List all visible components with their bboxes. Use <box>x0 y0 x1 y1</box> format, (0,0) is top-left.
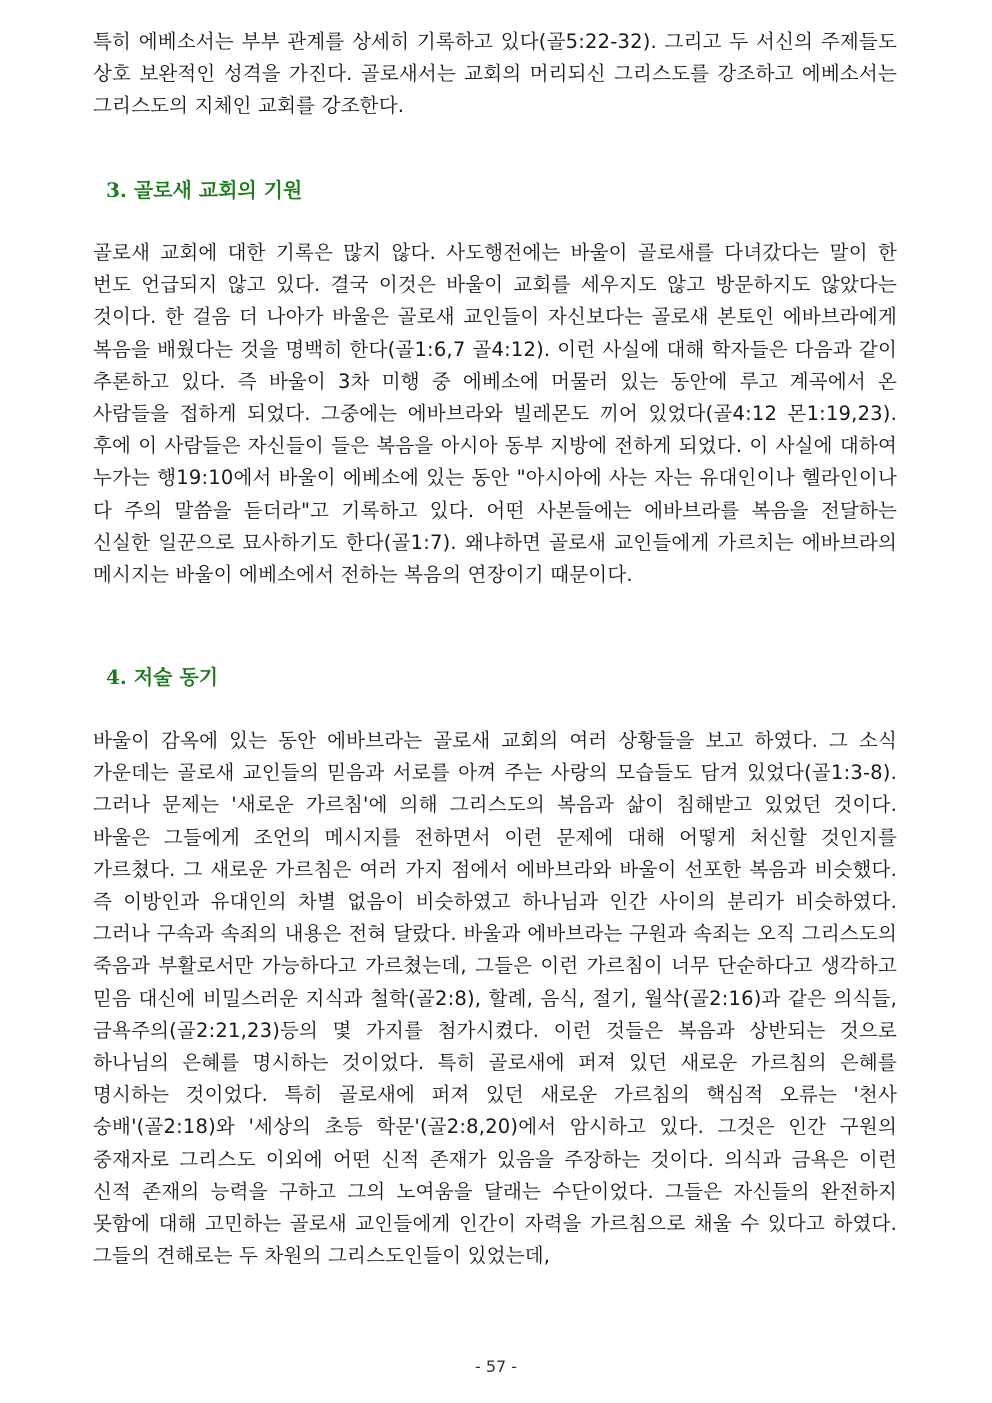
intro-paragraph: 특히 에베소서는 부부 관계를 상세히 기록하고 있다(골5:22-32). 그리고 두 서신의 주제들도 상호 보완적인 성격을 가진다. 골로새서는 교회의 머리되신 그리스도를 강조하고 에베소서는 그리스도의 지체인 교회를 강조한다. <box>93 30 897 118</box>
page-number: - 57 - <box>474 1357 518 1376</box>
section-3-paragraph: 골로새 교회에 대한 기록은 많지 않다. 사도행전에는 바울이 골로새를 다녀갔다는 말이 한 번도 언급되지 않고 있다. 결국 이것은 바울이 교회를 세우지도 않고 방문하지도 않았다는 것이다. 한 걸음 더 나아가 바울은 골로새 교인들이 자신보다는 골로새 본토인 에바브라에게 복음을 배웠다는 것을 명백히 한다(골1:6,7 골4:12). 이런 사실에 대해 학자들은 다음과 같이 추론하고 있다. 즉 바울이 3차 미행 중 에베소에 머물러 있는 동안에 루고 계곡에서 온 사람들을 접하게 되었다. 그중에는 에바브라와 빌레몬도 끼어 있었다(골4:12 몬1:19,23). 후에 이 사람들은 자신들이 들은 복음을 아시아 동부 지방에 전하게 되었다. 이 사실에 대하여 누가는 행19:10에서 바울이 에베소에 있는 동안 "아시아에 사는 자는 유대인이나 헬라인이나 다 주의 말씀을 듣더라"고 기록하고 있다. 어떤 사본들에는 에바브라를 복음을 전달하는 신실한 일꾼으로 묘사하기도 한다(골1:7). 왜냐하면 골로새 교인들에게 가르치는 에바브라의 메시지는 바울이 에베소에서 전하는 복음의 연장이기 때문이다. <box>93 241 897 587</box>
section-4-paragraph: 바울이 감옥에 있는 동안 에바브라는 골로새 교회의 여러 상황들을 보고 하였다. 그 소식 가운데는 골로새 교인들의 믿음과 서로를 아껴 주는 사랑의 모습들도 담겨 있었다(골1:3-8). 그러나 문제는 '새로운 가르침'에 의해 그리스도의 복음과 삶이 침해받고 있었던 것이다. 바울은 그들에게 조언의 메시지를 전하면서 이런 문제에 대해 어떻게 처신할 것인지를 가르쳤다. 그 새로운 가르침은 여러 가지 점에서 에바브라와 바울이 선포한 복음과 비슷했다. 즉 이방인과 유대인의 차별 없음이 비슷하였고 하나님과 인간 사이의 분리가 비슷하였다. 그러나 구속과 속죄의 내용은 전혀 달랐다. 바울과 에바브라는 구원과 속죄는 오직 그리스도의 죽음과 부활로서만 가능하다고 가르쳤는데, 그들은 이런 가르침이 너무 단순하다고 생각하고 믿음 대신에 비밀스러운 지식과 철학(골2:8), 할례, 음식, 절기, 월삭(골2:16)과 같은 의식들, 금욕주의(골2:21,23)등의 몇 가지를 첨가시켰다. 이런 것들은 복음과 상반되는 것으로 하나님의 은혜를 명시하는 것이었다. 특히 골로새에 퍼져 있던 새로운 가르침의 은혜를 명시하는 것이었다. 특히 골로새에 퍼져 있던 새로운 가르침의 핵심적 오류는 '천사 숭배'(골2:18)와 '세상의 초등 학문'(골2:8,20)에서 암시하고 있다. 그것은 인간 구원의 중재자로 그리스도 이외에 어떤 신적 존재가 있음을 주장하는 것이다. 의식과 금욕은 이런 신적 존재의 능력을 구하고 그의 노여움을 달래는 수단이었다. 그들은 자신들의 완전하지 못함에 대해 고민하는 골로새 교인들에게 인간이 자력을 가르침으로 채울 수 있다고 하였다. 그들의 견해로는 두 차원의 그리스도인들이 있었는데, <box>93 729 897 1268</box>
section-3-heading: 3. 골로새 교회의 기원 <box>106 178 303 202</box>
section-4-heading: 4. 저술 동기 <box>106 665 219 689</box>
